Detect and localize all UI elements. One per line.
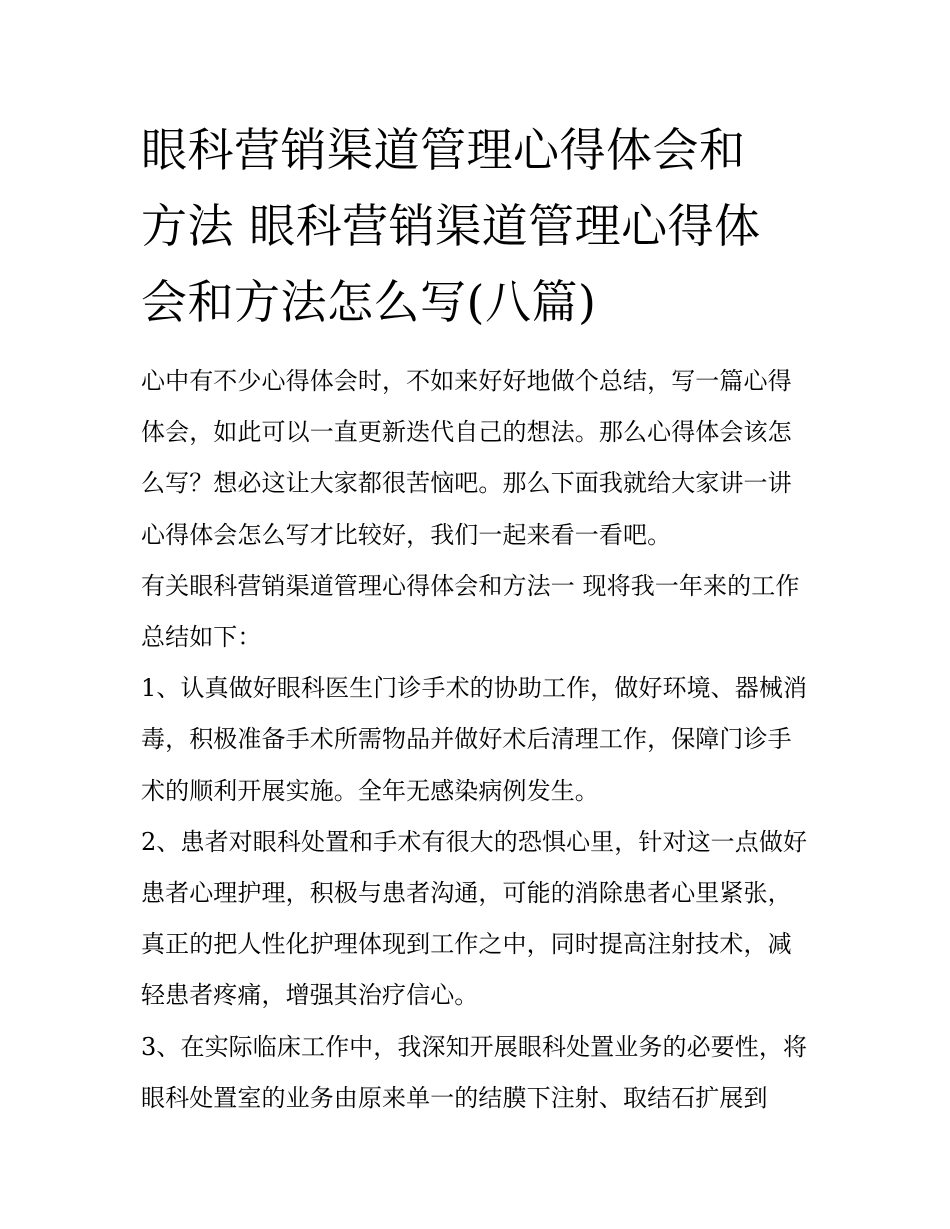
list-item-3: 3、在实际临床工作中，我深知开展眼科处置业务的必要性，将眼科处置室的业务由原来单一的结膜下注射、取结石扩展到 <box>141 1032 808 1112</box>
intro-paragraph: 心中有不少心得体会时，不如来好好地做个总结，写一篇心得体会，如此可以一直更新迭代自己的想法。那么心得体会该怎么写？想必这让大家都很苦恼吧。那么下面我就给大家讲一讲心得体会怎么写才比较好，我们一起来看一看吧。 <box>141 367 792 549</box>
document-title: 眼科营销渠道管理心得体会和 方法 眼科营销渠道管理心得体 会和方法怎么写(八篇) <box>141 123 761 329</box>
list-item-1: 1、认真做好眼科医生门诊手术的协助工作，做好环境、器械消毒，积极准备手术所需物品并做好术后清理工作，保障门诊手术的顺利开展实施。全年无感染病例发生。 <box>141 674 808 805</box>
document-body <box>141 356 813 1124</box>
section-heading-paragraph: 有关眼科营销渠道管理心得体会和方法一 现将我一年来的工作总结如下： <box>141 571 800 652</box>
list-item-2: 2、患者对眼科处置和手术有很大的恐惧心里，针对这一点做好患者心理护理，积极与患者沟通，可能的消除患者心里紧张，真正的把人性化护理体现到工作之中，同时提高注射技术，减轻患者疼痛，增强其治疗信心。 <box>141 827 808 1010</box>
document-content <box>141 112 813 1124</box>
